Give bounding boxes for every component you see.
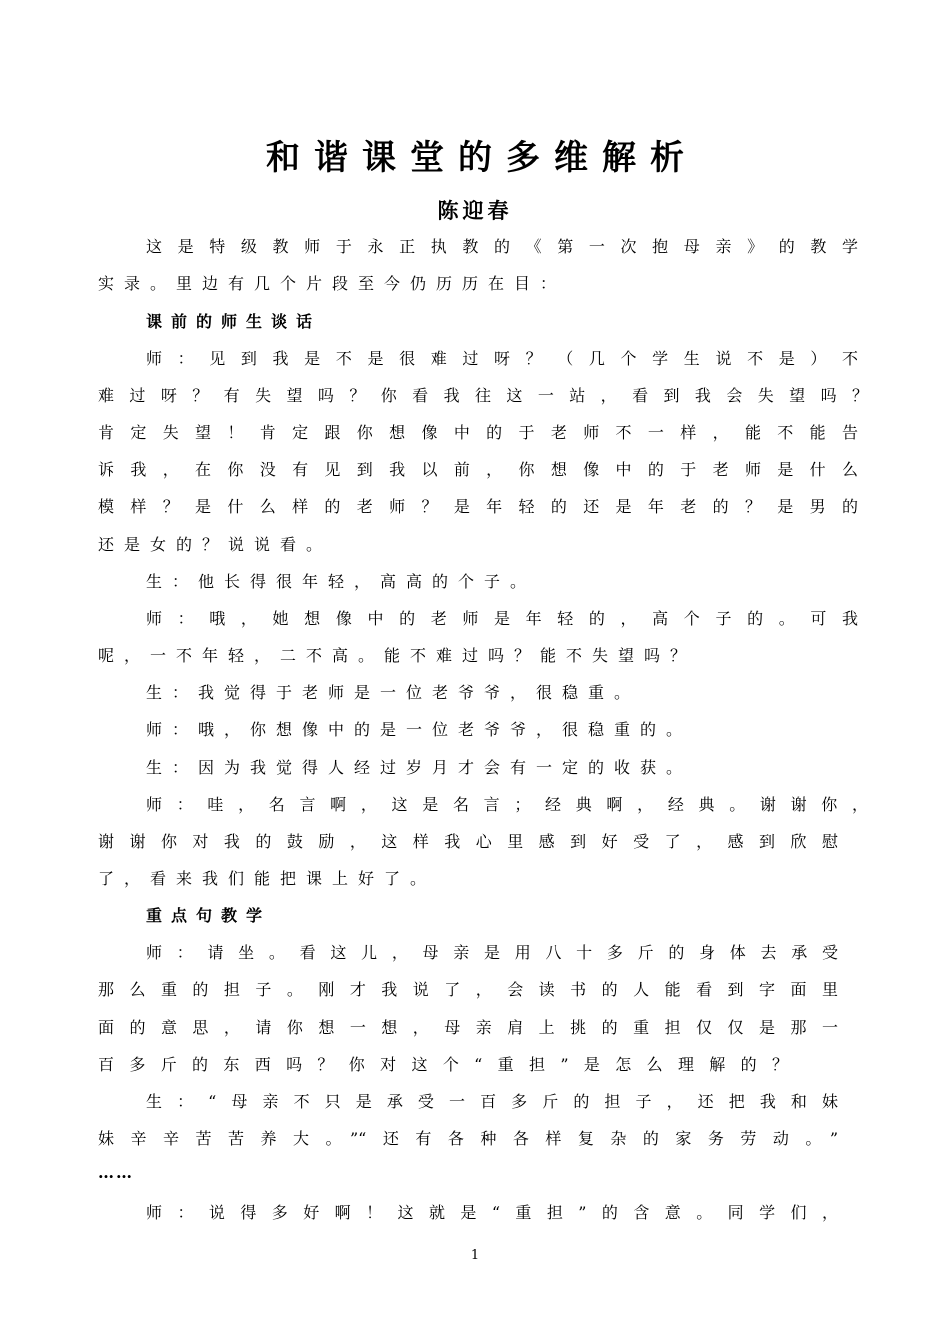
document-title: 和谐课堂的多维解析 <box>266 138 698 178</box>
page-number: 1 <box>470 1248 480 1263</box>
paragraph-line: 谢谢你对我的鼓励，这样我心里感到好受了，感到欣慰 <box>98 832 838 851</box>
paragraph-line: 还是女的？说说看。 <box>98 535 333 554</box>
paragraph-line: 百多斤的东西吗？你对这个“重担”是怎么理解的？ <box>98 1055 788 1074</box>
author-name: 陈迎春 <box>437 199 513 223</box>
paragraph-line: 生：因为我觉得人经过岁月才会有一定的收获。 <box>146 758 693 777</box>
paragraph-line: 面的意思，请你想一想，母亲肩上挑的重担仅仅是那一 <box>98 1018 838 1037</box>
paragraph-line: 呢，一不年轻，二不高。能不难过吗？能不失望吗？ <box>98 646 697 665</box>
paragraph-line: 师：见到我是不是很难过呀？（几个学生说不是）不 <box>146 349 858 368</box>
ellipsis-line: …… <box>98 1163 134 1182</box>
paragraph-line: 肯定失望！肯定跟你想像中的于老师不一样，能不能告 <box>98 423 858 442</box>
paragraph-line: 妹辛辛苦苦养大。”“还有各种各样复杂的家务劳动。” <box>98 1129 838 1148</box>
paragraph-line: 诉我，在你没有见到我以前，你想像中的于老师是什么 <box>98 460 858 479</box>
paragraph-line: 这是特级教师于永正执教的《第一次抱母亲》的教学 <box>146 237 858 256</box>
section-heading: 重点句教学 <box>146 906 272 925</box>
paragraph-line: 生：他长得很年轻，高高的个子。 <box>146 572 537 591</box>
paragraph-line: 师：说得多好啊！这就是“重担”的含意。同学们， <box>146 1203 838 1222</box>
paragraph-line: 师：请坐。看这儿，母亲是用八十多斤的身体去承受 <box>146 943 838 962</box>
paragraph-line: 难过呀？有失望吗？你看我往这一站，看到我会失望吗？ <box>98 386 868 405</box>
paragraph-line: 师：哦，她想像中的老师是年轻的，高个子的。可我 <box>146 609 858 628</box>
paragraph-line: 了，看来我们能把课上好了。 <box>98 869 437 888</box>
paragraph-line: 模样？是什么样的老师？是年轻的还是年老的？是男的 <box>98 497 858 516</box>
paragraph-line: 实录。里边有几个片段至今仍历历在目： <box>98 274 567 293</box>
paragraph-line: 那么重的担子。刚才我说了，会读书的人能看到字面里 <box>98 980 838 999</box>
paragraph-line: 师：哇，名言啊，这是名言；经典啊，经典。谢谢你， <box>146 795 868 814</box>
paragraph-line: 生：“母亲不只是承受一百多斤的担子，还把我和妹 <box>146 1092 838 1111</box>
paragraph-line: 生：我觉得于老师是一位老爷爷，很稳重。 <box>146 683 641 702</box>
paragraph-line: 师：哦，你想像中的是一位老爷爷，很稳重的。 <box>146 720 693 739</box>
section-heading: 课前的师生谈话 <box>146 312 322 331</box>
